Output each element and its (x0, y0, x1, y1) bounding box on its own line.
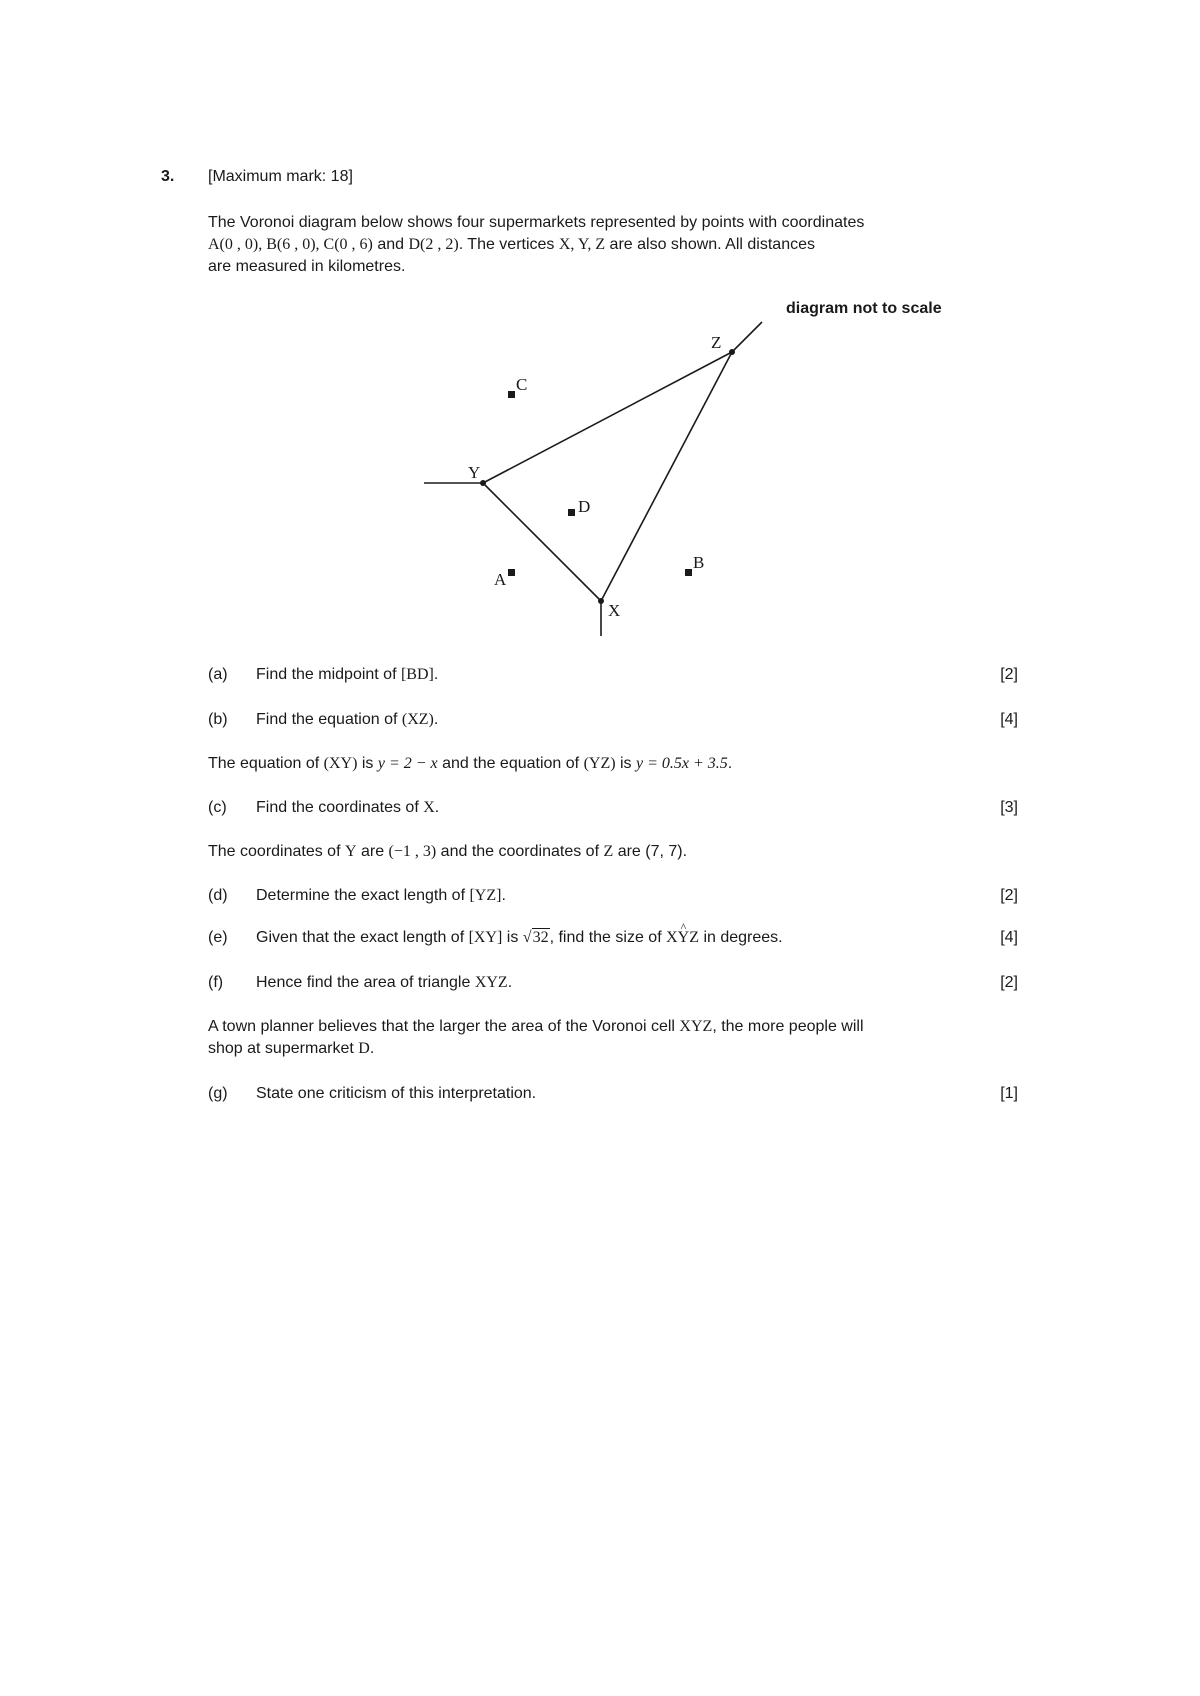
part-f-triangle: XYZ (474, 974, 508, 991)
part-d-text (256, 887, 506, 905)
label-x: X (608, 601, 621, 620)
diagram-note: diagram not to scale (786, 300, 942, 317)
part-b-marks: [4] (1000, 711, 1018, 728)
info2-z: Z (603, 843, 614, 860)
part-a-text-a: Find the midpoint of (256, 666, 401, 683)
part-g-marks: [1] (1000, 1085, 1018, 1102)
info3-line1-c: , the more people will (712, 1018, 864, 1035)
info1-eq-yz: y = 0.5x + 3.5 (636, 755, 728, 772)
part-g-label: (g) (208, 1085, 228, 1102)
part-e-segment: [XY] (468, 929, 503, 946)
point-c (508, 391, 515, 398)
info3-line1-a: A town planner believes that the larger the area of the Voronoi cell (208, 1018, 680, 1035)
sqrt-sign: √ (522, 929, 532, 946)
info3-line2-c: . (369, 1040, 375, 1057)
edge-yz (483, 352, 732, 483)
part-c-text (256, 799, 439, 817)
part-d-label: (d) (208, 887, 228, 904)
angle-x: X (666, 929, 678, 946)
part-f-label: (f) (208, 974, 224, 991)
max-mark: [Maximum mark: 18] (208, 168, 353, 185)
label-c: C (516, 375, 528, 394)
info-equations (208, 755, 732, 773)
intro-vertices-text: . The vertices (458, 236, 559, 253)
part-f-text-a: Hence find the area of triangle (256, 974, 475, 991)
info-coordinates (208, 843, 687, 861)
part-e-text-c: is (502, 929, 523, 946)
part-a-segment: [BD] (400, 666, 434, 683)
part-c-text-a: Find the coordinates of (256, 799, 424, 816)
part-d-text-a: Determine the exact length of (256, 887, 470, 904)
part-b-label: (b) (208, 711, 228, 728)
sqrt-radicand: 32 (532, 929, 549, 946)
label-a: A (494, 570, 507, 589)
part-c-marks: [3] (1000, 799, 1018, 816)
info3-d: D (358, 1040, 370, 1057)
angle-y: Y ^ (678, 929, 690, 947)
angle-xyz (666, 929, 699, 946)
info2-t9: . (682, 843, 688, 860)
info2-y: Y (344, 843, 357, 860)
info2-t5: and the coordinates of (436, 843, 604, 860)
label-y: Y (468, 463, 481, 482)
vertex-x (598, 598, 604, 604)
info3-line2-a: shop at supermarket (208, 1040, 359, 1057)
info2-t3: are (356, 843, 389, 860)
part-g-text: State one criticism of this interpretation. (256, 1085, 537, 1102)
part-d-marks: [2] (1000, 887, 1018, 904)
info2-t1: The coordinates of (208, 843, 345, 860)
part-c-label: (c) (208, 799, 227, 816)
part-f-marks: [2] (1000, 974, 1018, 991)
info-planner-line-1 (208, 1016, 864, 1038)
part-e-text-a: Given that the exact length of (256, 929, 469, 946)
part-e-text (256, 929, 783, 947)
vertex-y (480, 480, 486, 486)
label-z: Z (711, 333, 722, 352)
intro-and: and (372, 236, 409, 253)
info3-cell: XYZ (679, 1018, 713, 1035)
info1-t3: is (357, 755, 378, 772)
part-d-segment: [YZ] (469, 887, 502, 904)
part-f-text (256, 974, 512, 992)
point-b (685, 569, 692, 576)
part-f-text-c: . (507, 974, 513, 991)
intro-coord-d: D(2 , 2) (408, 236, 459, 253)
info1-eq-xy: y = 2 − x (377, 755, 438, 772)
part-a-label: (a) (208, 666, 228, 683)
point-a (508, 569, 515, 576)
part-b-text-c: . (433, 711, 439, 728)
info2-y-coords: (−1 , 3) (388, 843, 437, 860)
info2-z-coords: (7, 7) (645, 843, 683, 860)
vertex-z (729, 349, 735, 355)
info1-t7: is (615, 755, 636, 772)
intro-distances: are also shown. All distances (605, 236, 815, 253)
sqrt-expression (523, 929, 550, 947)
label-b: B (693, 553, 705, 572)
part-a-marks: [2] (1000, 666, 1018, 683)
intro-line-3: are measured in kilometres. (208, 258, 406, 275)
intro-coords-abc: A(0 , 0), B(6 , 0), C(0 , 6) (208, 236, 373, 253)
ray-z (732, 322, 762, 352)
part-b-line: (XZ) (401, 711, 434, 728)
part-b-text-a: Find the equation of (256, 711, 402, 728)
part-b-text (256, 711, 438, 729)
part-a-text (256, 666, 438, 684)
part-e-marks: [4] (1000, 929, 1018, 946)
intro-vertices: X, Y, Z (558, 236, 606, 253)
voronoi-diagram (0, 0, 1200, 700)
info-planner-line-2 (208, 1038, 374, 1060)
part-e-label: (e) (208, 929, 228, 946)
info1-yz: (YZ) (583, 755, 616, 772)
info2-t7: are (613, 843, 646, 860)
point-d (568, 509, 575, 516)
info1-t9: . (727, 755, 733, 772)
info1-xy: (XY) (323, 755, 358, 772)
part-c-text-c: . (434, 799, 440, 816)
label-d: D (578, 497, 591, 516)
part-e-text-e: in degrees. (699, 929, 783, 946)
angle-z: Z (689, 929, 699, 946)
part-a-text-c: . (433, 666, 439, 683)
question-number: 3. (161, 168, 175, 185)
intro-line-1: The Voronoi diagram below shows four supermarkets represented by points with coordinates (208, 214, 865, 231)
info1-t5: and the equation of (437, 755, 584, 772)
part-c-vertex: X (423, 799, 435, 816)
part-e-text-d: , find the size of (549, 929, 667, 946)
edge-xz (601, 352, 732, 601)
part-d-text-c: . (501, 887, 506, 904)
info1-t1: The equation of (208, 755, 324, 772)
